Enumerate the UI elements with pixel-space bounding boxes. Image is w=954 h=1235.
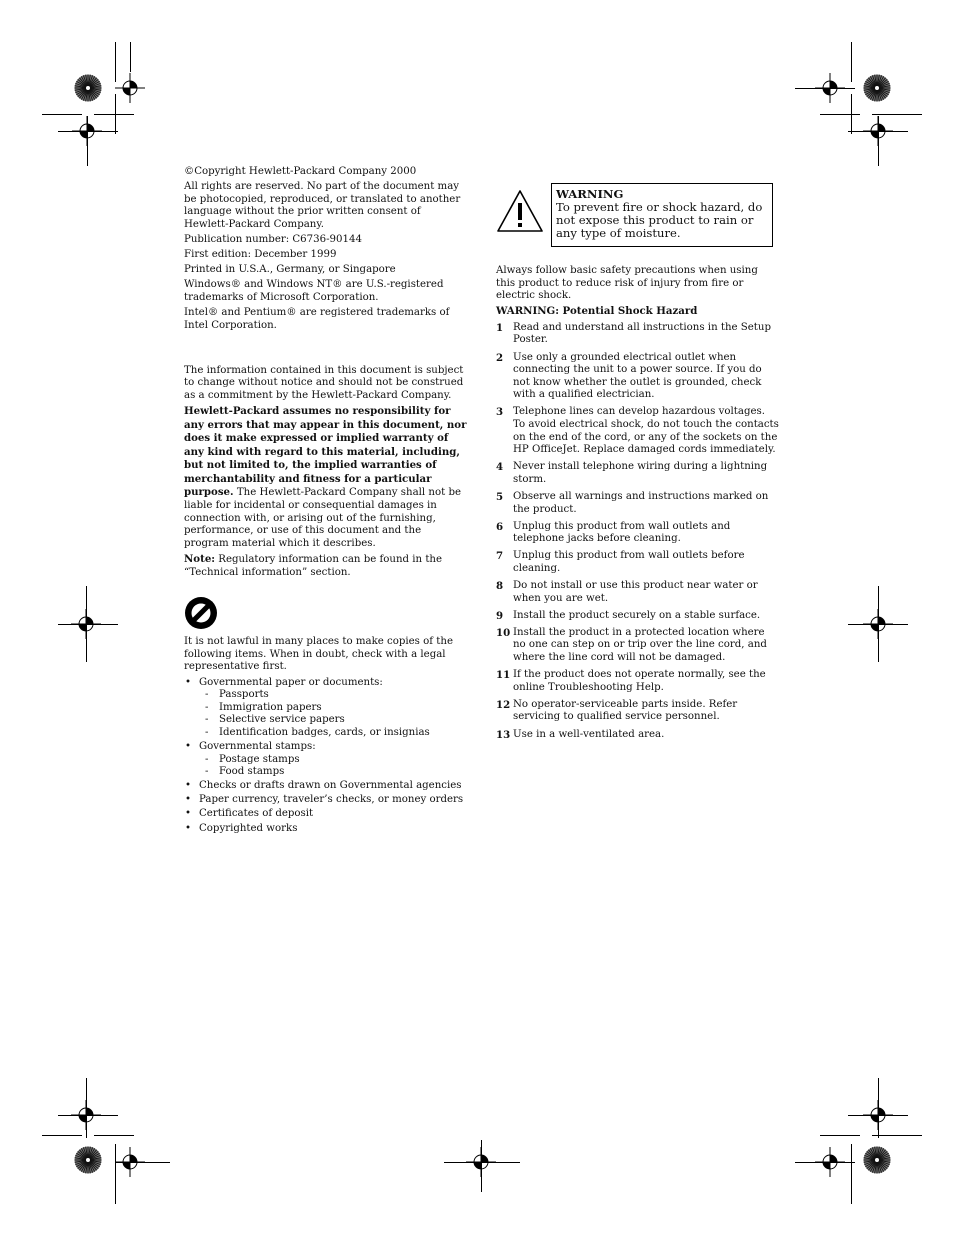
step-text: Never install telephone wiring during a lightning storm.: [513, 461, 768, 485]
sub-list-item: - Postage stamps: [199, 754, 468, 767]
sub-list-item: - Food stamps: [199, 766, 468, 779]
list-item: [184, 823, 468, 836]
left-column: [184, 166, 468, 837]
crop-line: [820, 114, 860, 115]
crop-line: [130, 42, 131, 72]
list-item-label: Checks or drafts drawn on Governmental agencies: [199, 780, 462, 792]
safety-step: [496, 491, 780, 516]
step-number: 6: [496, 520, 504, 533]
crop-line: [795, 88, 855, 89]
step-number: 9: [496, 609, 504, 622]
crop-line: [115, 1144, 116, 1204]
list-item-label: Governmental paper or documents:: [199, 676, 383, 688]
crop-line: [87, 116, 88, 166]
star-target-icon: [863, 1146, 891, 1174]
right-column: [496, 183, 780, 746]
step-number: 7: [496, 550, 504, 563]
list-item: [184, 808, 468, 821]
step-text: Observe all warnings and instructions marked on the product.: [513, 491, 769, 515]
step-text: Use in a well-ventilated area.: [513, 728, 665, 740]
safety-step: [496, 406, 780, 456]
note-paragraph: [184, 553, 468, 579]
step-text: Unplug this product from wall outlets and telephone jacks before cleaning.: [513, 520, 731, 545]
step-text: Read and understand all instructions in the Setup Poster.: [513, 321, 771, 346]
safety-step: [496, 669, 780, 694]
edition-line: First edition: December 1999: [184, 249, 337, 261]
warning-box: [551, 183, 773, 247]
step-text: Install the product in a protected location where no one can step on or trip over the line cord, and where the line cord will not be damaged.: [513, 626, 767, 664]
sub-list-item: - Identification badges, cards, or insignias: [199, 727, 468, 740]
list-item: [184, 677, 468, 740]
safety-step: [496, 461, 780, 486]
crop-line: [115, 1162, 170, 1163]
crop-line: [878, 116, 879, 166]
sub-list-item: - Immigration papers: [199, 702, 468, 715]
safety-step: [496, 580, 780, 605]
step-text: Telephone lines can develop hazardous voltages. To avoid electrical shock, do not touch the contacts on the end of the cord, or any of the sockets on the HP OfficeJet. Replace damaged cords immediately.: [513, 406, 779, 456]
step-number: 8: [496, 580, 504, 593]
safety-step: [496, 322, 780, 347]
safety-step: [496, 627, 780, 665]
safety-steps-list: [496, 322, 780, 741]
crop-line: [878, 1078, 879, 1138]
list-item-label: Paper currency, traveler’s checks, or money orders: [199, 794, 464, 806]
step-number: 11: [496, 669, 511, 682]
publication-number: Publication number: C6736-90144: [184, 233, 362, 245]
list-item: [184, 741, 468, 779]
disclaimer-bold: Hewlett-Packard assumes no responsibility for any errors that may appear in this document, nor does it make expressed or implied warranty of any kind with regard to this material, including, but not limited to, the implied warranties of merchantability and fitness for a particular purpose.: [184, 404, 467, 499]
step-number: 2: [496, 351, 504, 364]
crop-line: [86, 1078, 87, 1138]
step-number: 10: [496, 626, 511, 639]
note-text: Regulatory information can be found in the “Technical information” section.: [184, 553, 443, 578]
crop-line: [851, 1144, 852, 1204]
crop-line: [94, 1135, 134, 1136]
crop-line: [58, 131, 118, 132]
safety-step: [496, 610, 780, 623]
list-item-label: Certificates of deposit: [199, 808, 314, 820]
sub-list-item: - Selective service papers: [199, 714, 468, 727]
crop-line: [795, 1162, 855, 1163]
trademark-microsoft: Windows® and Windows NT® are U.S.-registered trademarks of Microsoft Corporation.: [184, 279, 444, 303]
crop-line: [58, 1115, 118, 1116]
step-text: Do not install or use this product near water or when you are wet.: [513, 580, 758, 604]
list-item: [184, 780, 468, 793]
safety-step: [496, 699, 780, 724]
crop-line: [851, 42, 852, 82]
crop-line: [115, 42, 116, 82]
copy-restriction-list: [184, 677, 468, 836]
safety-step: [496, 729, 780, 742]
safety-step: [496, 550, 780, 575]
step-text: Unplug this product from wall outlets before cleaning.: [513, 550, 745, 574]
safety-step: [496, 521, 780, 546]
registration-mark-icon: [115, 73, 145, 103]
sub-list-item: - Passports: [199, 689, 468, 702]
list-item-label: Governmental stamps:: [199, 740, 316, 752]
step-number: 12: [496, 698, 511, 711]
step-number: 1: [496, 321, 504, 334]
warning-block: [496, 183, 780, 251]
step-text: Install the product securely on a stable surface.: [513, 609, 761, 621]
safety-intro: Always follow basic safety precautions when using this product to reduce risk of injury from fire or electric shock.: [496, 265, 758, 302]
warning-text: To prevent fire or shock hazard, do not expose this product to rain or any type of moisture.: [556, 200, 763, 240]
crop-line: [94, 114, 134, 115]
crop-line: [86, 586, 87, 662]
sub-list: [199, 754, 468, 779]
step-number: 4: [496, 461, 504, 474]
crop-line: [42, 1135, 82, 1136]
warning-title: WARNING: [556, 187, 624, 201]
step-text: No operator-serviceable parts inside. Refer servicing to qualified service personnel.: [513, 698, 738, 723]
list-item: [184, 794, 468, 807]
copyright-line: ©Copyright Hewlett-Packard Company 2000: [184, 166, 417, 177]
disclaimer-paragraph: [184, 405, 468, 551]
sub-list: [199, 689, 468, 739]
star-target-icon: [74, 1146, 102, 1174]
step-text: Use only a grounded electrical outlet when connecting the unit to a power source. If you do not know whether the outlet is grounded, check with a qualified electrician.: [513, 351, 762, 401]
step-number: 5: [496, 491, 504, 503]
crop-line: [481, 1140, 482, 1192]
step-number: 3: [496, 406, 504, 419]
star-target-icon: [863, 74, 891, 102]
info-notice: The information contained in this document is subject to change without notice and should not be construed as a commitment by the Hewlett-Packard Company.: [184, 364, 464, 401]
prohibited-icon: [184, 596, 218, 630]
printed-line: Printed in U.S.A., Germany, or Singapore: [184, 264, 396, 276]
step-text: If the product does not operate normally, see the online Troubleshooting Help.: [513, 669, 766, 693]
crop-line: [42, 114, 82, 115]
shock-heading: WARNING: Potential Shock Hazard: [496, 305, 698, 318]
crop-line: [58, 624, 118, 625]
crop-line: [820, 1135, 860, 1136]
star-target-icon: [74, 74, 102, 102]
disclaimer-rest: The Hewlett-Packard Company shall not be liable for incidental or consequential damages in connection with, or arising out of the furnishing, performance, or use of this document and the program material which it describes.: [184, 487, 461, 549]
rights-paragraph: All rights are reserved. No part of the document may be photocopied, reproduced, or translated to another language without the prior written consent of Hewlett-Packard Company.: [184, 181, 461, 230]
warning-triangle-icon: [496, 189, 544, 233]
lawful-intro: It is not lawful in many places to make copies of the following items. When in doubt, check with a legal representative first.: [184, 636, 453, 673]
crop-line: [872, 1135, 922, 1136]
crop-line: [444, 1162, 520, 1163]
crop-line: [872, 114, 922, 115]
trademark-intel: Intel® and Pentium® are registered trademarks of Intel Corporation.: [184, 306, 450, 331]
step-number: 13: [496, 728, 511, 741]
note-label: Note:: [184, 552, 216, 565]
crop-line: [878, 586, 879, 662]
safety-step: [496, 352, 780, 402]
list-item-label: Copyrighted works: [199, 822, 298, 834]
